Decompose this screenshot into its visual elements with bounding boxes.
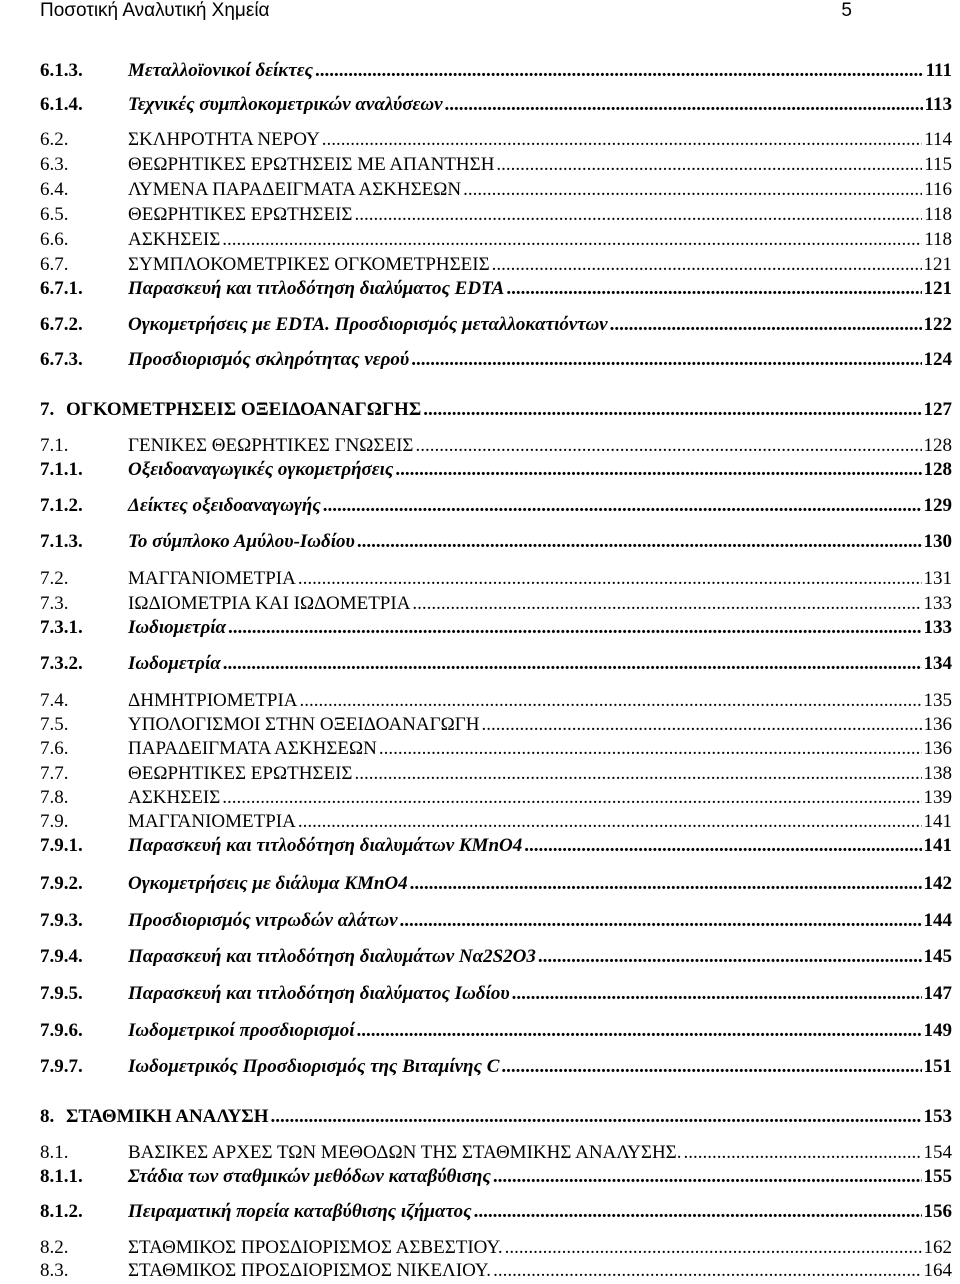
- entry-title: Τεχνικές συμπλοκομετρικών αναλύσεων: [128, 94, 443, 115]
- entry-page: 128: [923, 435, 952, 456]
- entry-number: 7.1.3.: [40, 531, 83, 552]
- entry-number: 7.4.: [40, 690, 69, 711]
- entry-title: Παρασκευή και τιτλοδότηση διαλύματος EDTA: [128, 278, 505, 299]
- entry-number: 8.1.1.: [40, 1166, 83, 1187]
- entry-title: Οξειδοαναγωγικές ογκομετρήσεις: [128, 459, 394, 480]
- entry-number: 6.1.4.: [40, 94, 83, 115]
- entry-number: 8.1.2.: [40, 1201, 83, 1222]
- entry-page: 121: [923, 254, 952, 275]
- entry-number: 8.: [40, 1106, 55, 1127]
- entry-title: ΙΩΔΙΟΜΕΤΡΙΑ ΚΑΙ ΙΩΔΟΜΕΤΡΙΑ: [128, 593, 411, 614]
- book-title: Ποσοτική Αναλυτική Χημεία: [40, 0, 270, 21]
- toc-entry[interactable]: [40, 276, 952, 302]
- entry-title: Το σύμπλοκο Αμύλου-Ιωδίου: [128, 531, 355, 552]
- entry-title: ΣΥΜΠΛΟΚΟΜΕΤΡΙΚΕΣ ΟΓΚΟΜΕΤΡΗΣΕΙΣ: [128, 254, 490, 275]
- entry-number: 7.9.: [40, 811, 69, 832]
- entry-title: ΣΤΑΘΜΙΚΗ ΑΝΑΛΥΣΗ: [66, 1106, 269, 1127]
- entry-page: 141: [923, 811, 952, 832]
- entry-page: 115: [924, 154, 952, 175]
- entry-title: Ιωδιομετρία: [128, 617, 227, 638]
- entry-page: 133: [923, 593, 952, 614]
- entry-number: 7.3.2.: [40, 653, 83, 674]
- entry-number: 6.7.3.: [40, 349, 83, 370]
- entry-page: 138: [923, 763, 952, 784]
- entry-page: 122: [923, 314, 952, 335]
- toc-entry[interactable]: [40, 227, 952, 253]
- entry-title: Πειραματική πορεία καταβύθισης ιζήματος: [128, 1201, 472, 1222]
- entry-title: ΒΑΣΙΚΕΣ ΑΡΧΕΣ ΤΩΝ ΜΕΘΟΔΩΝ ΤΗΣ ΣΤΑΘΜΙΚΗΣ ΑΝΑΛΥΣΗΣ.: [128, 1142, 682, 1163]
- toc-entry[interactable]: [40, 127, 952, 153]
- entry-page: 134: [923, 653, 952, 674]
- entry-number: 7.6.: [40, 738, 69, 759]
- entry-title: Ιωδομετρικός Προσδιορισμός της Βιταμίνης C: [128, 1056, 500, 1077]
- entry-title: Παρασκευή και τιτλοδότηση διαλυμάτων Να2S2O3: [128, 946, 536, 967]
- entry-title: Παρασκευή και τιτλοδότηση διαλυμάτων KMnO4: [128, 835, 523, 856]
- toc-entry[interactable]: [40, 981, 952, 1007]
- toc-entry[interactable]: [40, 92, 952, 118]
- entry-number: 7.9.2.: [40, 873, 83, 894]
- entry-title: ΘΕΩΡΗΤΙΚΕΣ ΕΡΩΤΗΣΕΙΣ: [128, 763, 353, 784]
- toc-entry[interactable]: [40, 177, 952, 203]
- entry-page: 151: [923, 1056, 952, 1077]
- entry-page: 113: [924, 94, 952, 115]
- entry-number: 7.1.: [40, 435, 69, 456]
- entry-title: Ογκομετρήσεις με EDTA. Προσδιορισμός μεταλλοκατιόντων: [128, 314, 608, 335]
- entry-page: 131: [923, 568, 952, 589]
- toc-entry[interactable]: [40, 1104, 952, 1130]
- entry-number: 6.5.: [40, 204, 69, 225]
- entry-title: ΑΣΚΗΣΕΙΣ: [128, 229, 221, 250]
- entry-title: Ιωδομετρία: [128, 653, 221, 674]
- toc-entry[interactable]: [40, 944, 952, 970]
- entry-title: ΣΤΑΘΜΙΚΟΣ ΠΡΟΣΔΙΟΡΙΣΜΟΣ ΝΙΚΕΛΙΟΥ.: [128, 1260, 492, 1281]
- entry-title: Μεταλλοϊονικοί δείκτες: [128, 60, 314, 81]
- page-number: 5: [841, 0, 852, 21]
- entry-title: ΑΣΚΗΣΕΙΣ: [128, 787, 221, 808]
- toc-entry[interactable]: [40, 688, 952, 714]
- entry-number: 7.3.1.: [40, 617, 83, 638]
- toc-entry[interactable]: [40, 1140, 952, 1166]
- entry-number: 7.8.: [40, 787, 69, 808]
- entry-title: Ιωδομετρικοί προσδιορισμοί: [128, 1020, 355, 1041]
- toc-entry[interactable]: [40, 529, 952, 555]
- entry-number: 6.6.: [40, 229, 69, 250]
- entry-page: 139: [923, 787, 952, 808]
- entry-page: 124: [923, 349, 952, 370]
- entry-number: 7.7.: [40, 763, 69, 784]
- entry-number: 7.9.5.: [40, 983, 83, 1004]
- toc-entry[interactable]: [40, 433, 952, 459]
- toc-entry[interactable]: [40, 152, 952, 178]
- toc-entry[interactable]: [40, 493, 952, 519]
- entry-title: ΔΗΜΗΤΡΙΟΜΕΤΡΙΑ: [128, 690, 298, 711]
- toc-entry[interactable]: [40, 908, 952, 934]
- entry-page: 118: [924, 204, 952, 225]
- entry-title: ΓΕΝΙΚΕΣ ΘΕΩΡΗΤΙΚΕΣ ΓΝΩΣΕΙΣ: [128, 435, 414, 456]
- entry-page: 145: [923, 946, 952, 967]
- entry-number: 7.2.: [40, 568, 69, 589]
- entry-number: 8.3.: [40, 1260, 69, 1281]
- entry-number: 7.9.1.: [40, 835, 83, 856]
- entry-page: 111: [925, 60, 952, 81]
- toc-entry[interactable]: [40, 58, 952, 84]
- entry-number: 6.7.: [40, 254, 69, 275]
- toc-entry[interactable]: [40, 871, 952, 897]
- toc-entry[interactable]: [40, 397, 952, 423]
- entry-number: 7.3.: [40, 593, 69, 614]
- toc-entry[interactable]: [40, 651, 952, 677]
- toc-entry[interactable]: [40, 785, 952, 811]
- entry-page: 136: [923, 714, 952, 735]
- toc-entry[interactable]: [40, 736, 952, 762]
- entry-page: 149: [923, 1020, 952, 1041]
- entry-number: 7.1.2.: [40, 495, 83, 516]
- entry-number: 7.9.3.: [40, 910, 83, 931]
- entry-number: 7.5.: [40, 714, 69, 735]
- entry-title: Ογκομετρήσεις με διάλυμα KMnO4: [128, 873, 408, 894]
- entry-number: 6.7.2.: [40, 314, 83, 335]
- toc-entry[interactable]: [40, 566, 952, 592]
- entry-title: Προσδιορισμός νιτρωδών αλάτων: [128, 910, 398, 931]
- entry-page: 142: [923, 873, 952, 894]
- toc-entry[interactable]: [40, 615, 952, 641]
- entry-page: 129: [923, 495, 952, 516]
- toc-entry[interactable]: [40, 312, 952, 338]
- entry-page: 116: [924, 179, 952, 200]
- toc-entry[interactable]: [40, 1199, 952, 1225]
- toc-entry[interactable]: [40, 457, 952, 483]
- entry-number: 6.4.: [40, 179, 69, 200]
- toc-entry[interactable]: [40, 809, 952, 835]
- entry-number: 6.2.: [40, 129, 69, 150]
- toc-entry[interactable]: [40, 1018, 952, 1044]
- entry-title: ΜΑΓΓΑΝΙΟΜΕΤΡΙΑ: [128, 568, 296, 589]
- entry-title: ΟΓΚΟΜΕΤΡΗΣΕΙΣ ΟΞΕΙΔΟΑΝΑΓΩΓΗΣ: [66, 399, 422, 420]
- toc-entry[interactable]: [40, 591, 952, 617]
- entry-number: 7.9.7.: [40, 1056, 83, 1077]
- entry-title: Προσδιορισμός σκληρότητας νερού: [128, 349, 410, 370]
- entry-page: 114: [924, 129, 952, 150]
- entry-number: 7.9.4.: [40, 946, 83, 967]
- entry-number: 7.9.6.: [40, 1020, 83, 1041]
- entry-title: ΣΚΛΗΡΟΤΗΤΑ ΝΕΡΟΥ: [128, 129, 320, 150]
- entry-page: 141: [923, 835, 952, 856]
- entry-number: 6.1.3.: [40, 60, 83, 81]
- entry-page: 156: [923, 1201, 952, 1222]
- entry-number: 8.1.: [40, 1142, 69, 1163]
- entry-page: 153: [923, 1106, 952, 1127]
- entry-number: 7.: [40, 399, 55, 420]
- entry-title: Δείκτες οξειδοαναγωγής: [128, 495, 321, 516]
- entry-title: ΘΕΩΡΗΤΙΚΕΣ ΕΡΩΤΗΣΕΙΣ ΜΕ ΑΠΑΝΤΗΣΗ: [128, 154, 495, 175]
- toc-entry[interactable]: [40, 1054, 952, 1080]
- entry-title: ΜΑΓΓΑΝΙΟΜΕΤΡΙΑ: [128, 811, 296, 832]
- entry-page: 154: [923, 1142, 952, 1163]
- entry-page: 136: [923, 738, 952, 759]
- toc-entry[interactable]: [40, 1258, 952, 1284]
- entry-title: ΘΕΩΡΗΤΙΚΕΣ ΕΡΩΤΗΣΕΙΣ: [128, 204, 353, 225]
- entry-number: 6.3.: [40, 154, 69, 175]
- entry-page: 118: [924, 229, 952, 250]
- entry-number: 7.1.1.: [40, 459, 83, 480]
- toc-entry[interactable]: [40, 712, 952, 738]
- toc-entry[interactable]: [40, 761, 952, 787]
- entry-page: 128: [923, 459, 952, 480]
- entry-title: ΣΤΑΘΜΙΚΟΣ ΠΡΟΣΔΙΟΡΙΣΜΟΣ ΑΣΒΕΣΤΙΟΥ.: [128, 1237, 503, 1258]
- entry-title: Στάδια των σταθμικών μεθόδων καταβύθισης: [128, 1166, 491, 1187]
- entry-page: 144: [923, 910, 952, 931]
- entry-title: ΥΠΟΛΟΓΙΣΜΟΙ ΣΤΗΝ ΟΞΕΙΔΟΑΝΑΓΩΓΗ: [128, 714, 480, 735]
- entry-title: ΠΑΡΑΔΕΙΓΜΑΤΑ ΑΣΚΗΣΕΩΝ: [128, 738, 377, 759]
- entry-page: 121: [923, 278, 952, 299]
- entry-number: 8.2.: [40, 1237, 69, 1258]
- entry-page: 127: [923, 399, 952, 420]
- entry-page: 164: [923, 1260, 952, 1281]
- entry-page: 162: [923, 1237, 952, 1258]
- toc-entry[interactable]: [40, 833, 952, 859]
- entry-page: 147: [923, 983, 952, 1004]
- entry-page: 135: [923, 690, 952, 711]
- toc-entry[interactable]: [40, 252, 952, 278]
- toc-entry[interactable]: [40, 347, 952, 373]
- entry-number: 6.7.1.: [40, 278, 83, 299]
- entry-title: Παρασκευή και τιτλοδότηση διαλύματος Ιωδίου: [128, 983, 510, 1004]
- entry-title: ΛΥΜΕΝΑ ΠΑΡΑΔΕΙΓΜΑΤΑ ΑΣΚΗΣΕΩΝ: [128, 179, 462, 200]
- toc-entry[interactable]: [40, 1164, 952, 1190]
- entry-page: 155: [923, 1166, 952, 1187]
- entry-page: 133: [923, 617, 952, 638]
- toc-entry[interactable]: [40, 202, 952, 228]
- entry-page: 130: [923, 531, 952, 552]
